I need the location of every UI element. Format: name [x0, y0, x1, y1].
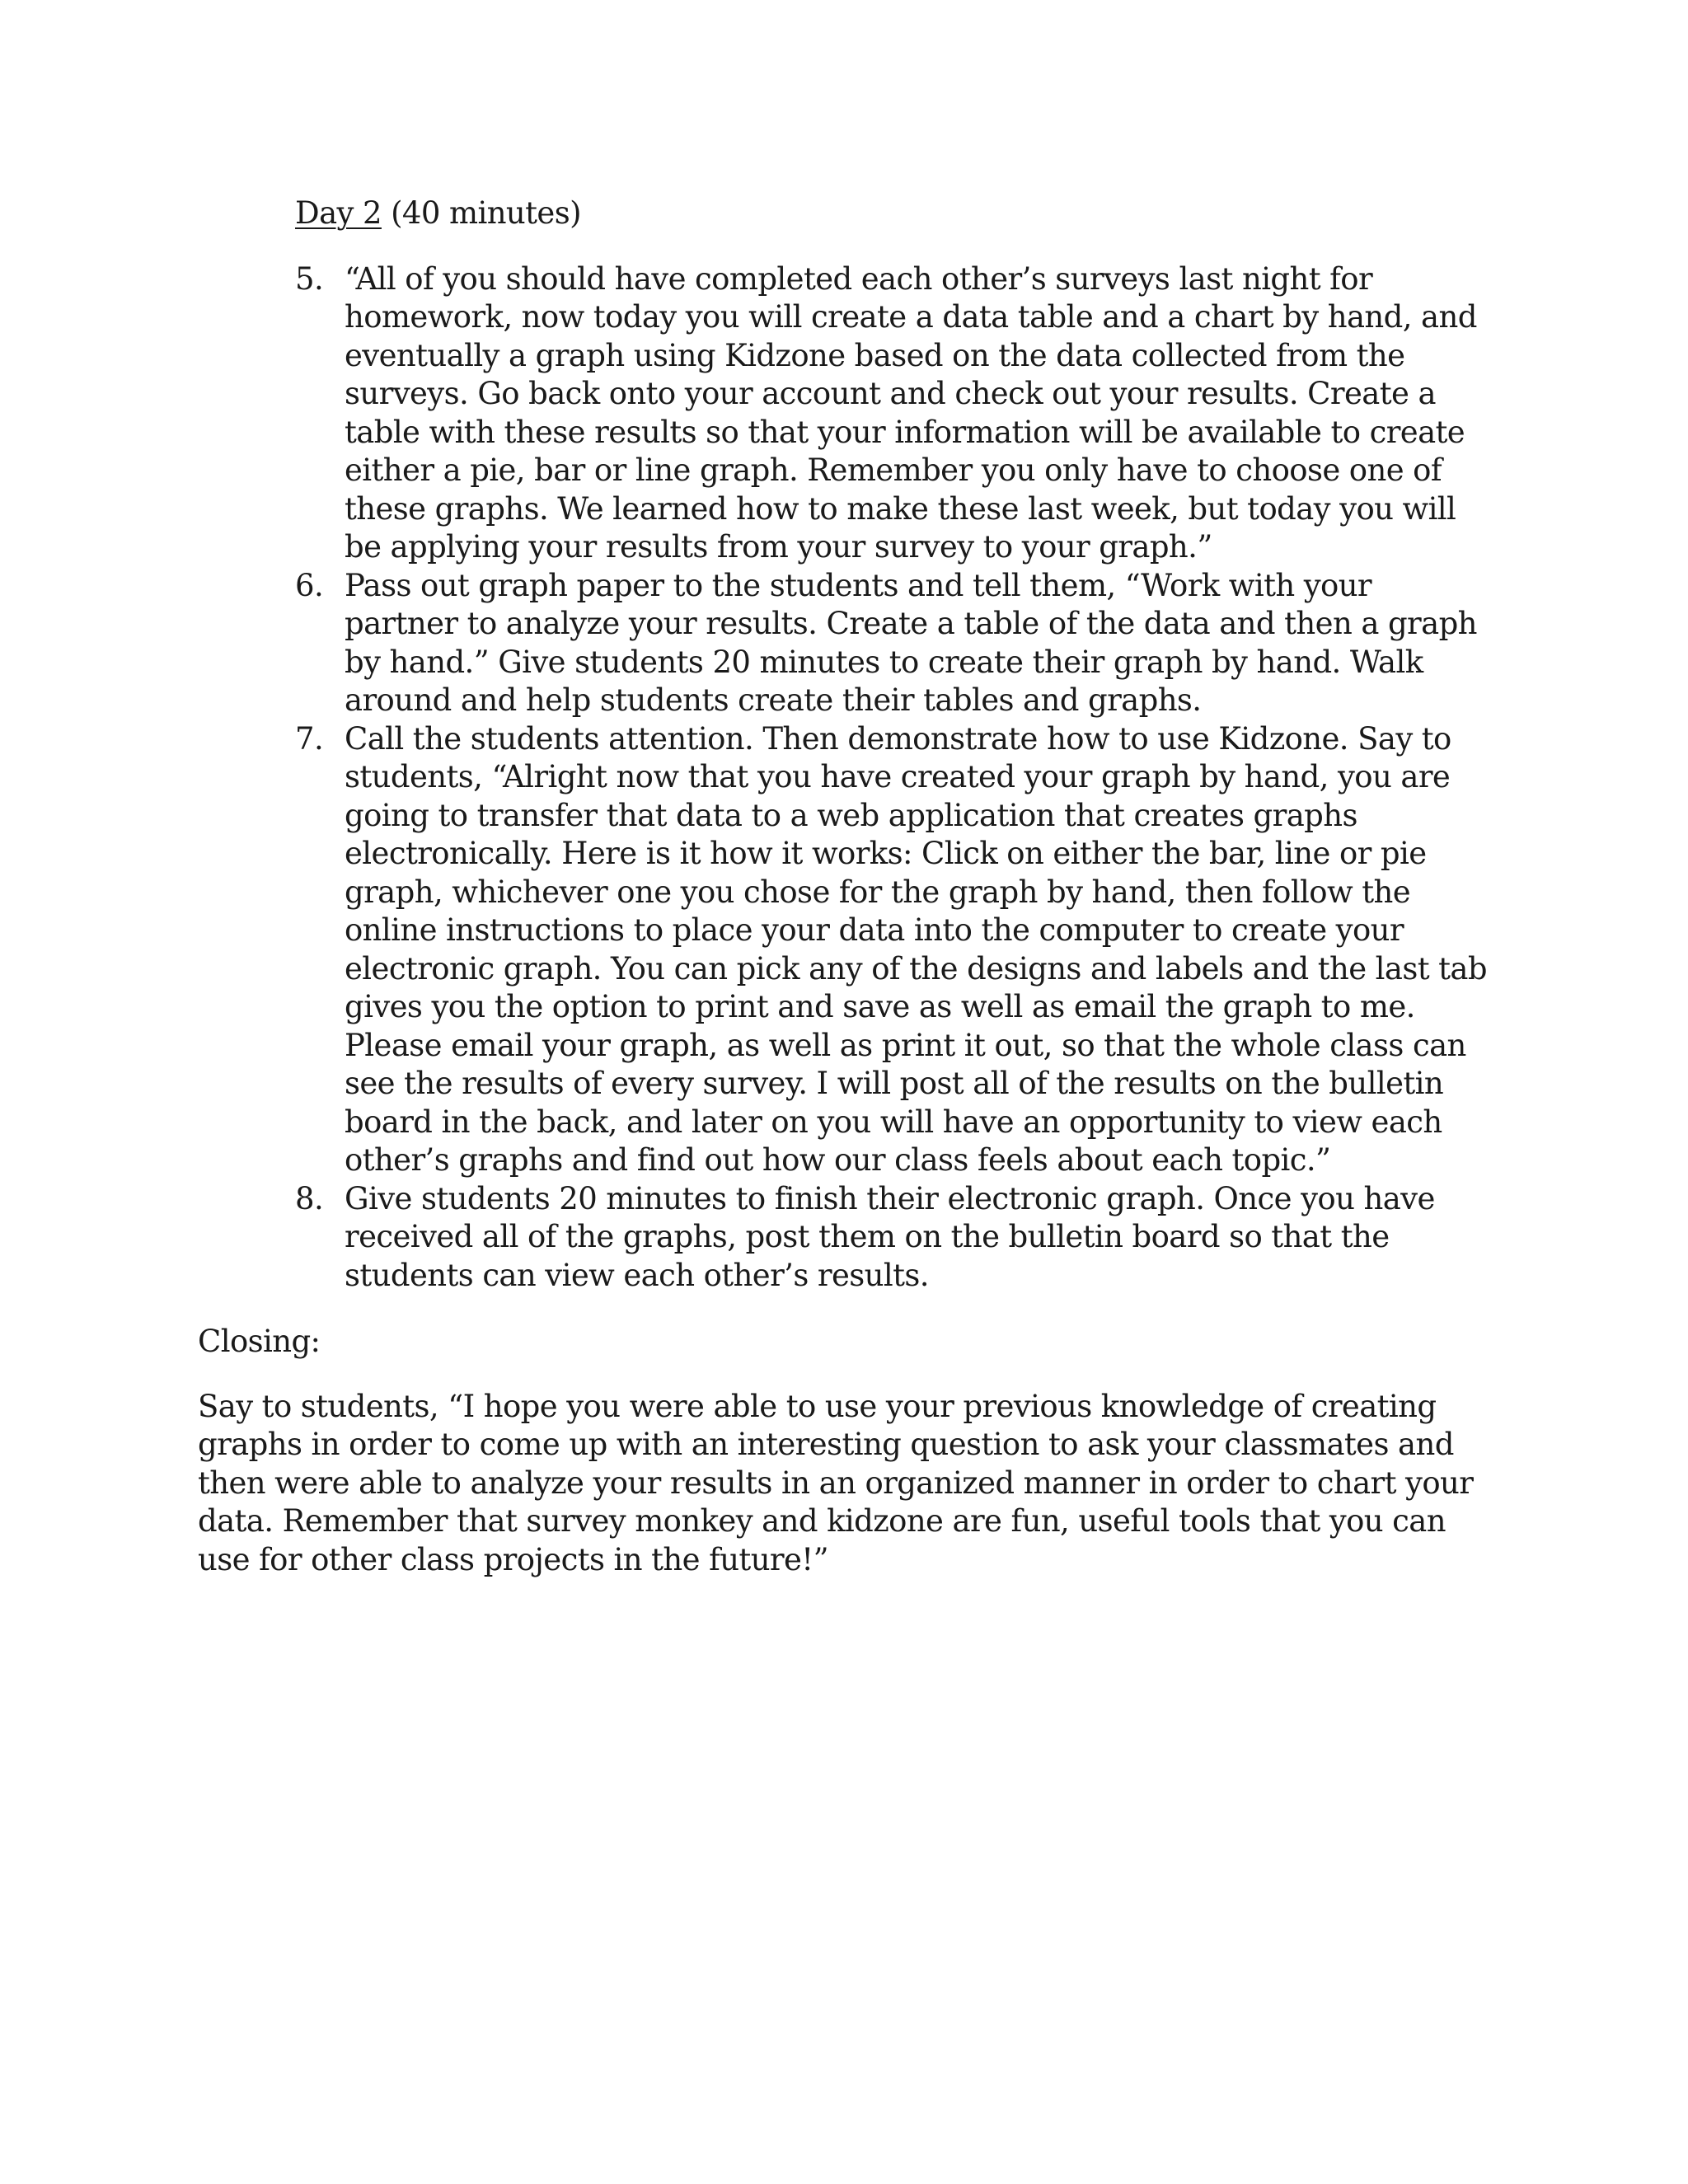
lesson-plan-content: [198, 194, 1492, 1579]
step-text: “All of you should have completed each other’s surveys last night for homework, now today you will create a data table and a chart by hand, and eventually a graph using Kidzone based on the data collected from the surveys. Go back onto your account and check out your results. Create a table with these results so that your information will be available to create either a pie, bar or line graph. Remember you only have to choose one of these graphs. We learned how to make these last week, but today you will be applying your results from your survey to your graph.”: [345, 260, 1477, 565]
procedure-step-6: [198, 567, 1492, 720]
procedure-steps-list: [198, 260, 1492, 1296]
day-label: Day 2: [295, 195, 382, 231]
day-heading: [295, 194, 1492, 233]
closing-heading: Closing:: [198, 1324, 321, 1359]
step-number: 8.: [295, 1180, 324, 1216]
step-text: Call the students attention. Then demonstrate how to use Kidzone. Say to students, “Alright now that you have created your graph by hand, you are going to transfer that data to a web application that creates graphs electronically. Here is it how it works: Click on either the bar, line or pie graph, whichever one you chose for the graph by hand, then follow the online instructions to place your data into the computer to create your electronic graph. You can pick any of the designs and labels and the last tab gives you the option to print and save as well as email the graph to me. Please email your graph, as well as print it out, so that the whole class can see the results of every survey. I will post all of the results on the bulletin board in the back, and later on you will have an opportunity to view each other’s graphs and find out how our class feels about each topic.”: [345, 720, 1487, 1178]
step-number: 5.: [295, 260, 324, 297]
step-number: 7.: [295, 720, 324, 757]
procedure-step-5: [198, 260, 1492, 567]
day-duration: (40 minutes): [381, 195, 581, 231]
procedure-step-8: [198, 1180, 1492, 1296]
step-text: Pass out graph paper to the students and tell them, “Work with your partner to analyze your results. Create a table of the data and then a graph by hand.” Give students 20 minutes to create their graph by hand. Walk around and help students create their tables and graphs.: [345, 567, 1477, 718]
step-text: Give students 20 minutes to finish their electronic graph. Once you have received all of the graphs, post them on the bulletin board so that the students can view each other’s results.: [345, 1180, 1435, 1293]
procedure-step-7: [198, 720, 1492, 1180]
step-number: 6.: [295, 567, 324, 603]
closing-paragraph: Say to students, “I hope you were able to use your previous knowledge of creating graphs in order to come up with an interesting question to ask your classmates and then were able to analyze your results in an organized manner in order to chart your data. Remember that survey monkey and kidzone are fun, useful tools that you can use for other class projects in the future!”: [198, 1388, 1474, 1577]
